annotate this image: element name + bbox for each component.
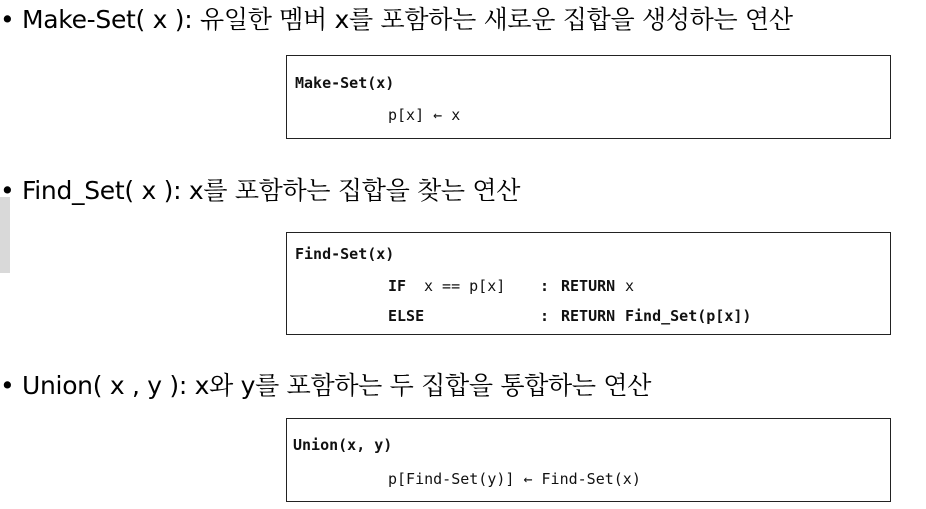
find-set-code-box [286,232,891,335]
find-set-else-keyword: ELSE [388,307,425,325]
find-set-else-return-value: Find_Set(p[x]) [625,307,752,325]
find-set-if-condition: x == p[x] [424,277,506,295]
make-set-code-body: p[x] ← x [388,106,461,124]
make-set-heading [0,4,793,36]
union-heading [0,370,651,402]
make-set-code-box [286,55,891,139]
find-set-else-colon: : [540,307,550,325]
find-set-code-signature: Find-Set(x) [295,245,395,263]
find-set-if-return-keyword: RETURN [561,277,616,295]
find-set-if-keyword: IF [388,277,407,295]
bullet-dot: • [0,176,15,205]
union-code-box [286,418,891,502]
side-bar-decoration [0,197,10,273]
find-set-if-colon: : [540,277,550,295]
find-set-heading-text: Find_Set( x ): x를 포함하는 집합을 찾는 연산 [22,176,521,205]
bullet-dot: • [0,371,15,400]
find-set-else-return-keyword: RETURN [561,307,616,325]
find-set-if-return-value: x [625,277,635,295]
make-set-heading-text: Make-Set( x ): 유일한 멤버 x를 포함하는 새로운 집합을 생성하는 연산 [22,5,793,34]
make-set-code-signature: Make-Set(x) [295,74,395,92]
union-heading-text: Union( x , y ): x와 y를 포함하는 두 집합을 통합하는 연산 [22,371,652,400]
find-set-heading [0,175,520,207]
union-code-body: p[Find-Set(y)] ← Find-Set(x) [388,470,641,488]
bullet-dot: • [0,5,15,34]
union-code-signature: Union(x, y) [293,436,393,454]
